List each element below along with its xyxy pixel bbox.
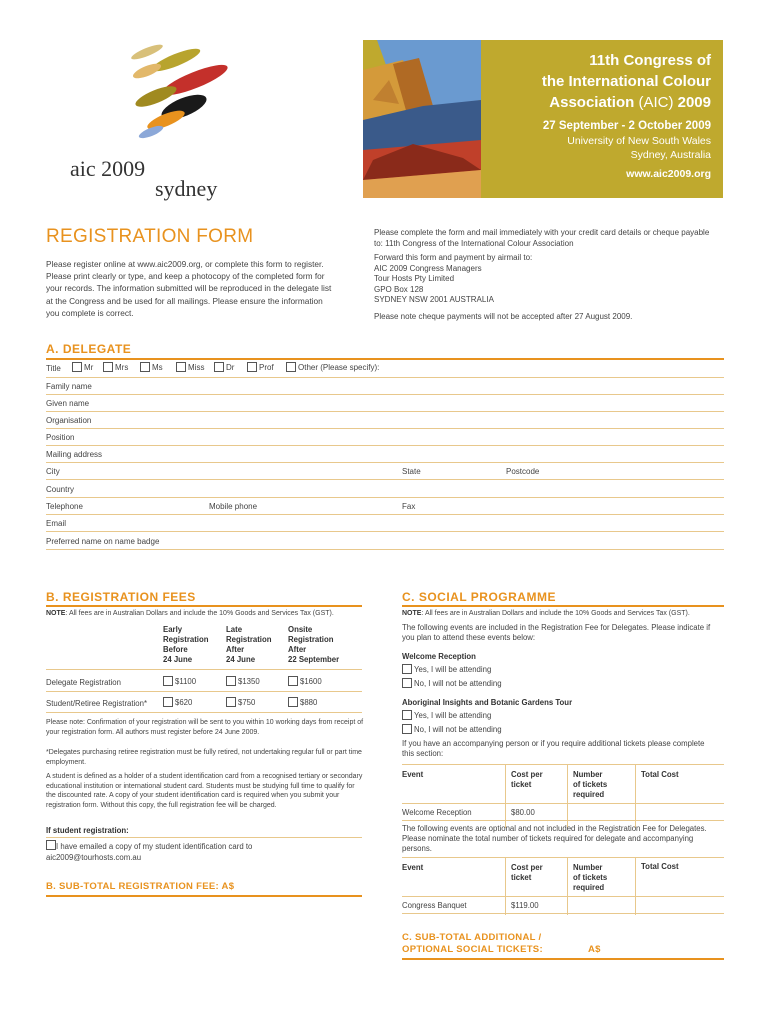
- table1-bottom-rule: [402, 820, 724, 821]
- title-option-mr[interactable]: Mr: [72, 362, 93, 372]
- tour-heading: Aboriginal Insights and Botanic Gardens Tour: [402, 698, 573, 707]
- banner-dates: 27 September - 2 October 2009: [542, 120, 711, 132]
- table2-cost-header: Cost per ticket: [511, 863, 543, 882]
- family-name-field[interactable]: [46, 394, 724, 395]
- mail-instructions-p1: Please complete the form and mail immediately with your credit card details or cheque payable to: 11th Congress of the International Colour Association: [374, 228, 710, 248]
- title-option-mrs[interactable]: Mrs: [103, 362, 128, 372]
- checkbox[interactable]: [288, 676, 298, 686]
- table1-welcome-event: Welcome Reception: [402, 808, 472, 817]
- optional-events-text: The following events are optional and not included in the Registration Fee for Delegates. Please nominate the total number of tickets required for delegate and accompanying persons.: [402, 824, 707, 853]
- badge-name-label: Preferred name on name badge: [46, 537, 160, 546]
- welcome-reception-heading: Welcome Reception: [402, 652, 476, 661]
- title-option-ms[interactable]: Ms: [140, 362, 163, 372]
- delegate-early-option[interactable]: $1100: [163, 676, 196, 686]
- banner-line1: 11th Congress of: [589, 52, 711, 69]
- table1-top-rule: [402, 764, 724, 765]
- table1-total-header: Total Cost: [641, 770, 679, 779]
- family-name-label: Family name: [46, 382, 92, 391]
- address-line1: AIC 2009 Congress Managers: [374, 263, 482, 273]
- welcome-no-option[interactable]: No, I will not be attending: [402, 678, 502, 688]
- table1-col-rule: [567, 764, 568, 828]
- if-student-heading: If student registration:: [46, 826, 129, 835]
- checkbox[interactable]: [140, 362, 150, 372]
- logo-text-sydney: sydney: [155, 176, 218, 201]
- city-label: City: [46, 467, 60, 476]
- given-name-field[interactable]: [46, 411, 724, 412]
- social-subtotal-line1: C. SUB-TOTAL ADDITIONAL /: [402, 932, 542, 943]
- table1-col-rule: [505, 764, 506, 828]
- mail-instructions: [374, 228, 714, 326]
- delegate-registration-label: Delegate Registration: [46, 678, 121, 687]
- registration-intro: Please register online at www.aic2009.org, or complete this form to register. Please print clearly or type, and keep a photocopy of the completed form for your records. The information submitted will be reproduced in the delegate list at the Congress and be used for all mailings. Please ensure the information you complete is correct.: [46, 259, 332, 318]
- accompanying-text: If you have an accompanying person or if you require additional tickets please complete this section:: [402, 739, 705, 758]
- onsite-registration-header: Onsite Registration After 22 September: [288, 625, 340, 664]
- email-label: Email: [46, 519, 67, 528]
- fees-note: NOTE: All fees are in Australian Dollars and include the 10% Goods and Services Tax (GST).: [46, 610, 334, 617]
- aic-logo: [0, 0, 260, 200]
- country-field[interactable]: [46, 497, 724, 498]
- delegate-heading-rule: [46, 358, 724, 360]
- social-subtotal-line2: OPTIONAL SOCIAL TICKETS:: [402, 944, 543, 955]
- checkbox[interactable]: [46, 840, 56, 850]
- checkbox[interactable]: [288, 697, 298, 707]
- registration-title: REGISTRATION FORM: [46, 226, 254, 247]
- postcode-label: Postcode: [506, 467, 540, 476]
- fees-subtotal-rule: [46, 895, 362, 897]
- banner-text: [542, 50, 711, 180]
- fees-heading: B. REGISTRATION FEES: [46, 590, 196, 604]
- student-emailed-option[interactable]: I have emailed a copy of my student identification card to aic2009@tourhosts.com.au: [46, 842, 253, 862]
- title-option-miss[interactable]: Miss: [176, 362, 204, 372]
- table2-top-rule: [402, 857, 724, 858]
- title-label: Title: [46, 364, 61, 373]
- social-note: NOTE: All fees are in Australian Dollars and include the 10% Goods and Services Tax (GST).: [402, 610, 690, 617]
- tour-no-option[interactable]: No, I will not be attending: [402, 724, 502, 734]
- table2-col-rule: [635, 857, 636, 915]
- fees-heading-rule: [46, 605, 362, 607]
- address-line3: GPO Box 128: [374, 284, 424, 294]
- checkbox[interactable]: [286, 362, 296, 372]
- table2-banquet-price: $119.00: [511, 901, 539, 910]
- state-label: State: [402, 467, 421, 476]
- social-heading: C. SOCIAL PROGRAMME: [402, 590, 556, 604]
- fees-row-rule: [46, 712, 362, 713]
- email-field[interactable]: [46, 531, 724, 532]
- checkbox[interactable]: [247, 362, 257, 372]
- given-name-label: Given name: [46, 399, 90, 408]
- table1-number-header: Number of tickets required: [573, 770, 608, 799]
- organisation-field[interactable]: [46, 428, 724, 429]
- mailing-address-label: Mailing address: [46, 450, 103, 459]
- address-line2: Tour Hosts Pty Limited: [374, 274, 455, 283]
- table2-banquet-event: Congress Banquet: [402, 901, 467, 910]
- late-registration-header: Late Registration After 24 June: [226, 625, 272, 664]
- student-onsite-option[interactable]: $880: [288, 697, 317, 707]
- city-state-postcode-field[interactable]: [46, 479, 724, 480]
- fees-row-rule: [46, 691, 362, 692]
- table2-event-header: Event: [402, 863, 424, 872]
- checkbox[interactable]: [176, 362, 186, 372]
- banner-venue2: Sydney, Australia: [630, 149, 711, 161]
- social-heading-rule: [402, 605, 724, 607]
- country-label: Country: [46, 485, 75, 494]
- fees-header-rule: [46, 669, 362, 670]
- table2-total-header: Total Cost: [641, 862, 679, 871]
- banner-line3: Association (AIC) 2009: [549, 94, 711, 111]
- table2-number-header: Number of tickets required: [573, 863, 608, 892]
- title-option-other[interactable]: Other (Please specify):: [286, 362, 379, 372]
- table2-bottom-rule: [402, 913, 724, 914]
- table1-header-rule: [402, 803, 724, 804]
- position-label: Position: [46, 433, 75, 442]
- checkbox[interactable]: [402, 710, 412, 720]
- checkbox[interactable]: [72, 362, 82, 372]
- telephone-label: Telephone: [46, 502, 83, 511]
- table1-welcome-price: $80.00: [511, 808, 535, 817]
- delegate-onsite-option[interactable]: $1600: [288, 676, 322, 686]
- delegate-heading: A. DELEGATE: [46, 342, 132, 356]
- table1-event-header: Event: [402, 770, 424, 779]
- mobile-label: Mobile phone: [209, 502, 258, 511]
- social-subtotal-rule: [402, 958, 724, 960]
- retiree-note: *Delegates purchasing retiree registration must be fully retired, not undertaking regular full or part time employment.: [46, 749, 362, 766]
- checkbox[interactable]: [402, 664, 412, 674]
- banner-line2: the International Colour: [541, 73, 711, 90]
- delegate-late-option[interactable]: $1350: [226, 676, 260, 686]
- title-row-line: [46, 377, 724, 378]
- student-note: A student is defined as a holder of a student identification card from a recognised tertiary or secondary educational institution or international student card. Students must be studying full time to qualify for the discounted rate. A copy of your student identification card is required when you submit your registration form. Without this copy, the full registration fee will be charged.: [46, 773, 363, 809]
- fax-label: Fax: [402, 502, 416, 511]
- position-field[interactable]: [46, 445, 724, 446]
- checkbox[interactable]: [163, 697, 173, 707]
- address-line4: SYDNEY NSW 2001 AUSTRALIA: [374, 295, 494, 304]
- student-rule: [46, 837, 362, 838]
- confirmation-note: Please note: Confirmation of your registration will be sent to you within 10 working days from receipt of your registration form. All authors must register before 24 June 2009.: [46, 719, 364, 736]
- mail-instructions-p2: Forward this form and payment by airmail to:: [374, 253, 533, 262]
- title-option-dr[interactable]: Dr: [214, 362, 234, 372]
- banner-photo-collage: [363, 40, 481, 198]
- checkbox[interactable]: [402, 678, 412, 688]
- table1-cost-header: Cost per ticket: [511, 770, 543, 789]
- welcome-yes-option[interactable]: Yes, I will be attending: [402, 664, 491, 674]
- badge-name-field[interactable]: [46, 549, 724, 550]
- student-registration-label: Student/Retiree Registration*: [46, 699, 147, 708]
- title-option-prof[interactable]: Prof: [247, 362, 274, 372]
- included-events-text: The following events are included in the Registration Fee for Delegates. Please indicate if you plan to attend these events below:: [402, 623, 711, 642]
- checkbox[interactable]: [103, 362, 113, 372]
- checkbox[interactable]: [163, 676, 173, 686]
- fees-subtotal-label: B. SUB-TOTAL REGISTRATION FEE: A$: [46, 881, 235, 892]
- early-registration-header: Early Registration Before 24 June: [163, 625, 209, 664]
- checkbox[interactable]: [214, 362, 224, 372]
- table2-col-rule: [505, 857, 506, 915]
- social-subtotal-currency: A$: [588, 944, 601, 955]
- tour-yes-option[interactable]: Yes, I will be attending: [402, 710, 491, 720]
- checkbox[interactable]: [402, 724, 412, 734]
- table1-col-rule: [635, 764, 636, 828]
- table2-header-rule: [402, 896, 724, 897]
- banner-venue1: University of New South Wales: [567, 135, 711, 147]
- congress-banner: [363, 40, 723, 198]
- logo-text-aic: aic 2009: [70, 156, 146, 181]
- checkbox[interactable]: [226, 697, 236, 707]
- organisation-label: Organisation: [46, 416, 92, 425]
- cheque-note: Please note cheque payments will not be accepted after 27 August 2009.: [374, 311, 633, 321]
- checkbox[interactable]: [226, 676, 236, 686]
- banner-website: www.aic2009.org: [626, 168, 711, 180]
- table2-col-rule: [567, 857, 568, 915]
- student-late-option[interactable]: $750: [226, 697, 255, 707]
- phone-fax-field[interactable]: [46, 514, 724, 515]
- student-early-option[interactable]: $620: [163, 697, 192, 707]
- mailing-address-field[interactable]: [46, 462, 724, 463]
